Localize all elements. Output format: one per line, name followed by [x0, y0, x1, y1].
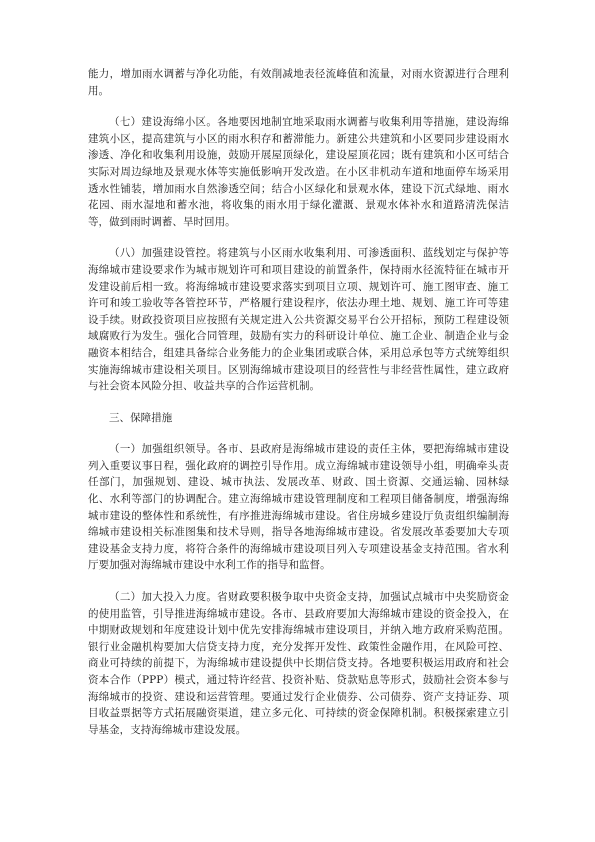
section-heading-safeguards: 三、保障措施: [109, 411, 173, 424]
document-page: [88, 66, 509, 738]
paragraph-continuation: 能力，增加雨水调蓄与净化功能，有效削减地表径流峰值和流量，对雨水资源进行合理利用。: [88, 68, 509, 97]
paragraph-gap: [88, 99, 509, 114]
paragraph-sponge-community: （七）建设海绵小区。各地要因地制宜地采取雨水调蓄与收集利用等措施，建设海绵建筑小区，提高建筑与小区的雨水积存和蓄滞能力。新建公共建筑和小区要同步建设雨水渗透、净化和收集利用设施，鼓励开展屋顶绿化，建设屋顶花园；既有建筑和小区可结合实际对周边绿地及景观水体等实施低影响开发改造。在小区非机动车道和地面停车场采用透水性铺装，增加雨水自然渗透空间；结合小区绿化和景观水体，建设下沉式绿地、雨水花园、雨水湿地和蓄水池，将收集的雨水用于绿化灌溉、景观水体补水和道路清洗保洁等，做到雨时调蓄、旱时回用。: [88, 116, 509, 228]
paragraph-gap: [88, 230, 509, 245]
paragraph-organization-leadership: （一）加强组织领导。各市、县政府是海绵城市建设的责任主体，要把海绵城市建设列入重要议事日程，强化政府的调控引导作用。成立海绵城市建设领导小组，明确牵头责任部门，加强规划、建设、城市执法、发展改革、财政、国土资源、交通运输、园林绿化、水利等部门的协调配合。建立海绵城市建设管理制度和工程项目储备制度，增强海绵城市建设的整体性和系统性，有序推进海绵城市建设。省住房城乡建设厅负责组织编制海绵城市建设相关标准图集和技术导则，指导各地海绵城市建设。省发展改革委要加大专项建设基金支持力度，将符合条件的海绵城市建设项目列入专项建设基金支持范围。省水利厅要加强对海绵城市建设中水利工作的指导和监督。: [88, 443, 509, 572]
paragraph-investment: （二）加大投入力度。省财政要积极争取中央资金支持，加强试点城市中央奖励资金的使用监管，引导推进海绵城市建设。各市、县政府要加大海绵城市建设的资金投入，在中期财政规划和年度建设计划中优先安排海绵城市建设项目，并纳入地方政府采购范围。银行业金融机构要加大信贷支持力度，充分发挥开发性、政策性金融作用，在风险可控、商业可持续的前提下，为海绵城市建设提供中长期信贷支持。各地要积极运用政府和社会资本合作（PPP）模式，通过特许经营、投资补贴、贷款贴息等形式，鼓励社会资本参与海绵城市的投资、建设和运营管理。要通过发行企业债券、公司债券、资产支持证券、项目收益票据等方式拓展融资渠道，建立多元化、可持续的资金保障机制。积极探索建立引导基金，支持海绵城市建设发展。: [88, 591, 509, 736]
paragraph-construction-control: （八）加强建设管控。将建筑与小区雨水收集利用、可渗透面积、蓝线划定与保护等海绵城市建设要求作为城市规划许可和项目建设的前置条件，保持雨水径流特征在城市开发建设前后相一致。将海绵城市建设要求落实到项目立项、规划许可、施工图审查、施工许可和竣工验收等各管控环节，严格履行建设程序，依法办理土地、规划、施工许可等建设手续。财政投资项目应按照有关规定进入公共资源交易平台公开招标，预防工程建设领域腐败行为发生。强化合同管理，鼓励有实力的科研设计单位、施工企业、制造企业与金融资本相结合，组建具备综合业务能力的企业集团或联合体，采用总承包等方式统筹组织实施海绵城市建设相关项目。区别海绵城市建设项目的经营性与非经营性属性，建立政府与社会资本风险分担、收益共享的合作运营机制。: [88, 247, 509, 393]
paragraph-gap: [88, 426, 509, 441]
paragraph-gap: [88, 574, 509, 589]
paragraph-gap: [88, 395, 509, 410]
